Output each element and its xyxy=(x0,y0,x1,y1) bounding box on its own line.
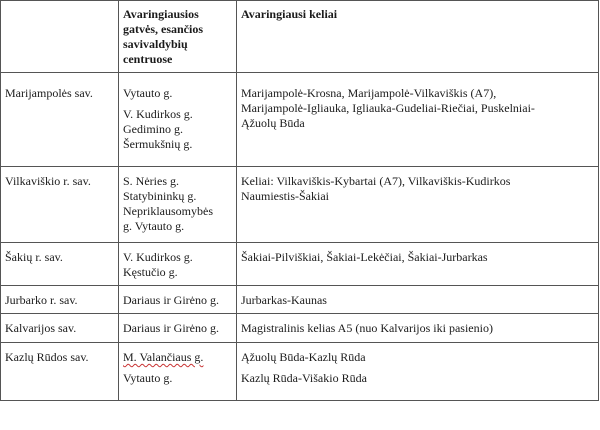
header-streets xyxy=(119,1,237,73)
road-line: Magistralinis kelias A5 (nuo Kalvarijos iki pasienio) xyxy=(241,321,493,335)
road-line: Šakiai-Pilviškiai, Šakiai-Lekėčiai, Šakiai-Jurbarkas xyxy=(241,250,488,264)
road-line: Keliai: Vilkaviškis-Kybartai (A7), Vilkaviškis-Kudirkos xyxy=(241,174,511,188)
header-streets-line: centruose xyxy=(123,52,173,66)
street: Vytauto g. xyxy=(123,371,173,385)
street: S. Nėries g. xyxy=(123,174,179,188)
street: Kęstučio g. xyxy=(123,265,178,279)
table-header-row xyxy=(1,1,599,73)
table-row xyxy=(1,243,599,286)
streets-cell xyxy=(119,73,237,167)
roads-cell xyxy=(237,343,599,401)
table-row xyxy=(1,343,599,401)
municipality-cell: Marijampolės sav. xyxy=(1,73,119,167)
street: Nepriklausomybės xyxy=(123,204,213,218)
street: V. Kudirkos g. xyxy=(123,250,193,264)
header-streets-line: Avaringiausios xyxy=(123,7,199,21)
table-row xyxy=(1,167,599,243)
street: Vytauto g. xyxy=(123,86,173,100)
street: g. Vytauto g. xyxy=(123,219,185,233)
header-roads: Avaringiausi keliai xyxy=(237,1,599,73)
streets-cell xyxy=(119,314,237,343)
header-municipality xyxy=(1,1,119,73)
municipality-cell: Šakių r. sav. xyxy=(1,243,119,286)
street: Dariaus ir Girėno g. xyxy=(123,321,219,335)
municipality-cell: Jurbarko r. sav. xyxy=(1,286,119,314)
header-streets-line: gatvės, esančios xyxy=(123,22,203,36)
roads-cell xyxy=(237,314,599,343)
road-line: Ąžuolų Būda-Kazlų Rūda xyxy=(241,350,366,364)
road-line: Kazlų Rūda-Višakio Rūda xyxy=(241,371,367,385)
table-row xyxy=(1,286,599,314)
roads-cell xyxy=(237,167,599,243)
street: M. Valančiaus g. xyxy=(123,350,204,364)
road-line: Naumiestis-Šakiai xyxy=(241,189,329,203)
municipality-cell: Kalvarijos sav. xyxy=(1,314,119,343)
municipality-cell: Kazlų Rūdos sav. xyxy=(1,343,119,401)
streets-cell xyxy=(119,286,237,314)
roads-cell xyxy=(237,243,599,286)
streets-cell xyxy=(119,243,237,286)
roads-cell xyxy=(237,286,599,314)
table-row xyxy=(1,73,599,167)
road-line: Jurbarkas-Kaunas xyxy=(241,293,327,307)
table-row xyxy=(1,314,599,343)
road-line: Ąžuolų Būda xyxy=(241,116,305,130)
street: V. Kudirkos g. xyxy=(123,107,193,121)
municipality-cell: Vilkaviškio r. sav. xyxy=(1,167,119,243)
street: Gedimino g. xyxy=(123,122,183,136)
street: Dariaus ir Girėno g. xyxy=(123,293,219,307)
streets-cell xyxy=(119,343,237,401)
road-line: Marijampolė-Igliauka, Igliauka-Gudeliai-Riečiai, Puskelniai- xyxy=(241,101,535,115)
roads-cell xyxy=(237,73,599,167)
street: Statybininkų g. xyxy=(123,189,197,203)
header-streets-line: savivaldybių xyxy=(123,37,188,51)
road-line: Marijampolė-Krosna, Marijampolė-Vilkaviškis (A7), xyxy=(241,86,497,100)
streets-cell xyxy=(119,167,237,243)
street: Šermukšnių g. xyxy=(123,137,193,151)
